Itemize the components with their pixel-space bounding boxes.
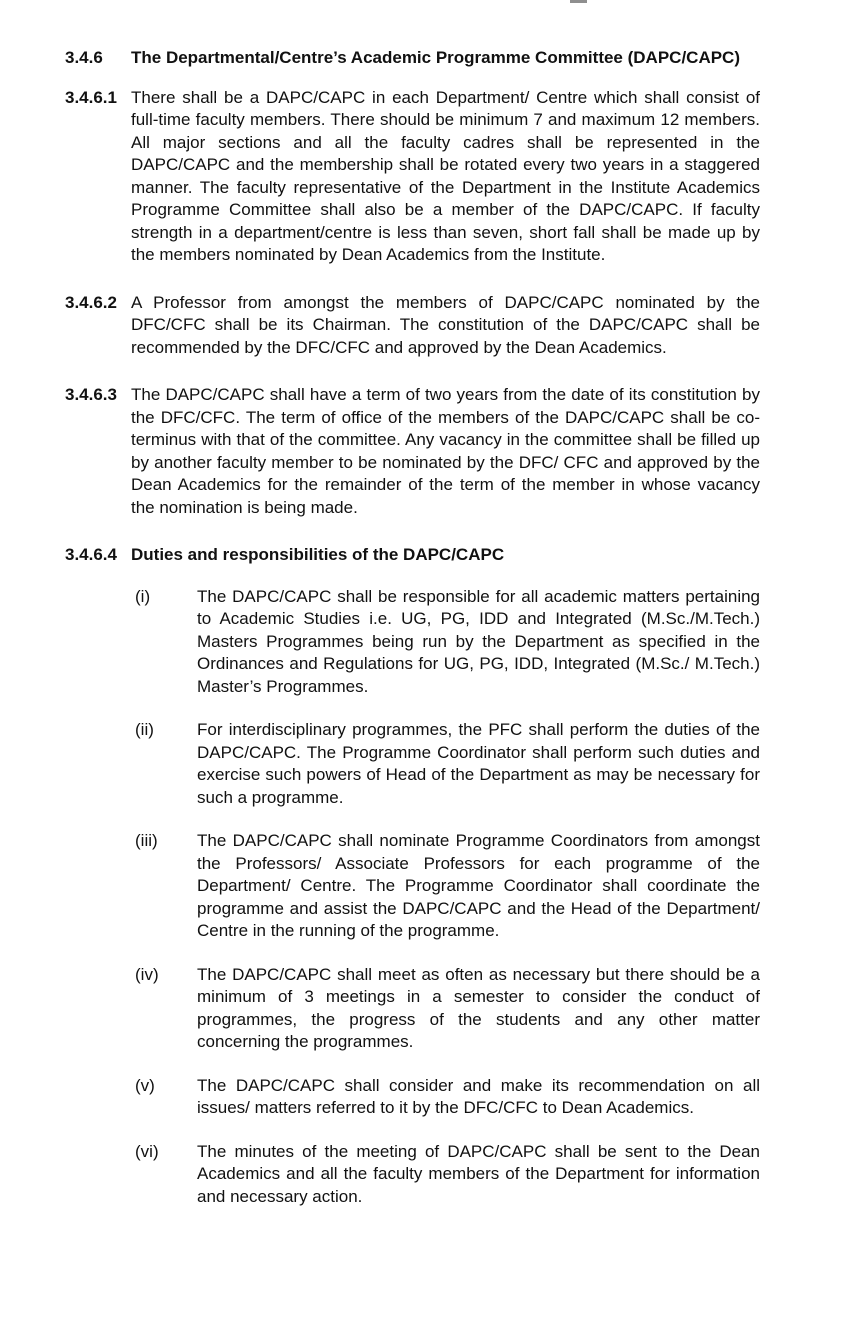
section-3-4-6 — [65, 47, 760, 70]
section-3-4-6-4 — [65, 544, 760, 1229]
section-number: 3.4.6.3 — [65, 385, 117, 404]
list-item — [135, 1075, 760, 1120]
section-number: 3.4.6.4 — [65, 545, 117, 564]
section-3-4-6-3 — [65, 384, 760, 519]
section-number: 3.4.6.1 — [65, 87, 117, 107]
section-paragraph: The DAPC/CAPC shall have a term of two years from the date of its constitution by the DFC/CFC. The term of office of the members of the DAPC/CAPC shall be co-terminus with that of the committee. Any vacancy in the committee shall be filled up by another faculty member to be nominated by the DFC/ CFC and approved by the Dean Academics for the remainder of the term of the member in whose vacancy the nomination is being made. — [131, 385, 760, 517]
list-item-text: The DAPC/CAPC shall nominate Programme Coordinators from amongst the Professors/ Associate Professors for each programme of the Department/ Centre. The Programme Coordinator shall coordinate the programme and assist the DAPC/CAPC and the Head of the Department/ Centre in the running of the programme. — [197, 831, 760, 940]
section-paragraph: A Professor from amongst the members of DAPC/CAPC nominated by the DFC/CFC shall be its Chairman. The constitution of the DAPC/CAPC shall be recommended by the DFC/CFC and approved by the Dean Academics. — [131, 292, 760, 357]
list-item — [135, 719, 760, 809]
section-number: 3.4.6.2 — [65, 292, 117, 312]
section-paragraph: There shall be a DAPC/CAPC in each Department/ Centre which shall consist of full-time faculty members. There should be minimum 7 and maximum 12 members. All major sections and all the faculty cadres shall be represented in the DAPC/CAPC and the membership shall be rotated every two years in a staggered manner. The faculty representative of the Department in the Institute Academics Programme Committee shall also be a member of the DAPC/CAPC. If faculty strength in a department/centre is less than seven, short fall shall be made up by the members nominated by Dean Academics from the Institute. — [131, 87, 760, 264]
list-item-label: (vi) — [135, 1141, 159, 1161]
duties-list — [131, 586, 760, 1209]
list-item-label: (i) — [135, 586, 151, 606]
list-item-text: The minutes of the meeting of DAPC/CAPC shall be sent to the Dean Academics and all the faculty members of the Department for information and necessary action. — [197, 1141, 760, 1206]
list-item — [135, 1141, 760, 1209]
list-item-text: For interdisciplinary programmes, the PFC shall perform the duties of the DAPC/CAPC. The Programme Coordinator shall perform such duties and exercise such powers of Head of the Department as may be necessary for such a programme. — [197, 720, 760, 807]
section-heading: The Departmental/Centre’s Academic Programme Committee (DAPC/​CAPC) — [131, 48, 740, 67]
section-number: 3.4.6 — [65, 48, 103, 67]
list-item-text: The DAPC/CAPC shall consider and make its recommendation on all issues/ matters referred to it by the DFC/CFC to Dean Academics. — [197, 1075, 760, 1117]
list-item-text: The DAPC/CAPC shall be responsible for all academic matters pertaining to Academic Studies i.e. UG, PG, IDD and Integrated (M.Sc./M.Tech.) Masters Programmes being run by the Department as specified in the Ordinances and Regulations for UG, PG, IDD, Integrated (M.Sc./ M.Tech.) Master’s Programmes. — [197, 586, 760, 696]
list-item-label: (v) — [135, 1075, 155, 1095]
list-item — [135, 586, 760, 699]
section-subheading: Duties and responsibilities of the DAPC/CAPC — [131, 545, 505, 564]
list-item-label: (iii) — [135, 831, 158, 850]
list-item-label: (ii) — [135, 720, 154, 739]
section-3-4-6-1 — [65, 87, 760, 267]
scan-artifact — [570, 0, 587, 3]
list-item — [135, 830, 760, 943]
list-item — [135, 964, 760, 1054]
list-item-text: The DAPC/CAPC shall meet as often as necessary but there should be a minimum of 3 meetings in a semester to consider the conduct of programmes, the progress of the students and any other matter concerning the programmes. — [197, 964, 760, 1051]
section-body — [131, 544, 760, 1229]
list-item-label: (iv) — [135, 964, 159, 984]
section-3-4-6-2 — [65, 292, 760, 360]
